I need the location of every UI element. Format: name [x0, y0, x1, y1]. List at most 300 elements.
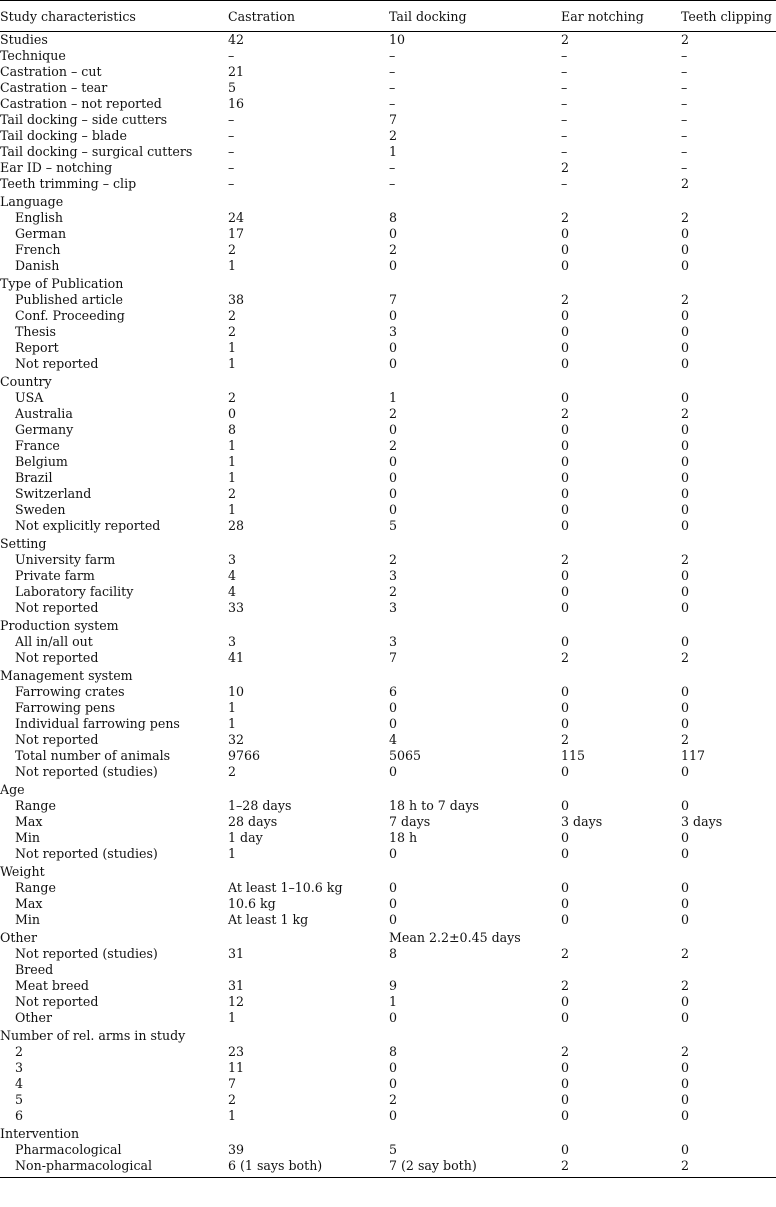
table-row [0, 324, 776, 340]
row-label: All in/all out [15, 634, 93, 649]
table-row [0, 880, 776, 896]
teeth-clipping-cell: 0 [681, 308, 690, 323]
ear-notching-cell: 0 [561, 226, 570, 241]
table-row [0, 552, 776, 568]
teeth-clipping-cell: 0 [681, 600, 690, 615]
section-label: Intervention [0, 1126, 80, 1141]
teeth-clipping-cell: 0 [681, 242, 690, 257]
teeth-clipping-cell [681, 928, 776, 946]
castration-cell: 1 [228, 470, 237, 485]
ear-notching-cell: 0 [561, 716, 570, 731]
tail-docking-cell: 0 [389, 1076, 398, 1091]
row-label: French [15, 242, 61, 257]
teeth-clipping-cell: 0 [681, 470, 690, 485]
row-label: USA [15, 390, 44, 405]
table-row [0, 356, 776, 372]
castration-cell: 3 [228, 552, 237, 567]
tail-docking-cell: 0 [389, 454, 398, 469]
teeth-clipping-cell: 0 [681, 700, 690, 715]
tail-docking-cell: 10 [389, 32, 406, 47]
teeth-clipping-cell: 0 [681, 830, 690, 845]
row-label: Max [15, 814, 43, 829]
table-row [0, 978, 776, 994]
table-row [0, 372, 776, 390]
table-row [0, 192, 776, 210]
ear-notching-cell: 0 [561, 994, 570, 1009]
row-label: Min [15, 830, 41, 845]
ear-notching-cell: 0 [561, 568, 570, 583]
tail-docking-cell: Mean 2.2±0.45 days [389, 930, 521, 945]
ear-notching-cell [561, 616, 681, 634]
castration-cell: 23 [228, 1044, 245, 1059]
table-row [0, 422, 776, 438]
teeth-clipping-cell [681, 962, 776, 978]
row-label: 3 [15, 1060, 24, 1075]
tail-docking-cell: 8 [389, 210, 398, 225]
teeth-clipping-cell [681, 534, 776, 552]
teeth-clipping-cell: 2 [681, 946, 690, 961]
teeth-clipping-cell: 0 [681, 716, 690, 731]
ear-notching-cell [561, 1124, 681, 1142]
tail-docking-cell: 0 [389, 470, 398, 485]
teeth-clipping-cell: 0 [681, 324, 690, 339]
table-row [0, 1044, 776, 1060]
ear-notching-cell: 0 [561, 1108, 570, 1123]
ear-notching-cell: 0 [561, 242, 570, 257]
table-row [0, 830, 776, 846]
teeth-clipping-cell: 2 [681, 292, 690, 307]
section-label: Age [0, 782, 25, 797]
teeth-clipping-cell: 0 [681, 1076, 690, 1091]
row-label: Report [15, 340, 59, 355]
row-label: Max [15, 896, 43, 911]
teeth-clipping-cell [681, 1124, 776, 1142]
tail-docking-cell: 18 h [389, 830, 418, 845]
castration-cell: 9766 [228, 748, 261, 763]
section-label: Castration – not reported [0, 96, 162, 111]
teeth-clipping-cell: 2 [681, 210, 690, 225]
tail-docking-cell: – [389, 80, 396, 95]
ear-notching-cell: 0 [561, 1076, 570, 1091]
ear-notching-cell: 2 [561, 978, 570, 993]
table-row [0, 486, 776, 502]
table-row [0, 634, 776, 650]
tail-docking-cell: – [389, 176, 396, 191]
tail-docking-cell: 0 [389, 340, 398, 355]
castration-cell: 2 [228, 764, 237, 779]
table-row [0, 470, 776, 486]
tail-docking-cell: 2 [389, 406, 398, 421]
castration-cell: 41 [228, 650, 245, 665]
table-row [0, 308, 776, 324]
row-label: Germany [15, 422, 74, 437]
table-row [0, 928, 776, 946]
teeth-clipping-cell: 0 [681, 912, 690, 927]
teeth-clipping-cell: 0 [681, 568, 690, 583]
teeth-clipping-cell: – [681, 112, 688, 127]
teeth-clipping-cell: 0 [681, 438, 690, 453]
tail-docking-cell: 1 [389, 994, 398, 1009]
teeth-clipping-cell: 0 [681, 634, 690, 649]
ear-notching-cell [561, 962, 681, 978]
tail-docking-cell: 8 [389, 1044, 398, 1059]
header-ear-notching: Ear notching [561, 1, 681, 32]
castration-cell: 38 [228, 292, 245, 307]
teeth-clipping-cell: 0 [681, 1010, 690, 1025]
ear-notching-cell: 0 [561, 912, 570, 927]
teeth-clipping-cell: 0 [681, 258, 690, 273]
table-row [0, 798, 776, 814]
teeth-clipping-cell: 2 [681, 552, 690, 567]
row-label: Total number of animals [15, 748, 171, 763]
tail-docking-cell: 0 [389, 846, 398, 861]
castration-cell: – [228, 128, 235, 143]
ear-notching-cell: 0 [561, 454, 570, 469]
teeth-clipping-cell: – [681, 160, 688, 175]
castration-cell: 7 [228, 1076, 237, 1091]
tail-docking-cell [389, 616, 561, 634]
row-label: Range [15, 798, 56, 813]
ear-notching-cell [561, 928, 681, 946]
table-row [0, 32, 776, 49]
table-row [0, 1060, 776, 1076]
table-row [0, 64, 776, 80]
castration-cell: 11 [228, 1060, 245, 1075]
castration-cell: 33 [228, 600, 245, 615]
tail-docking-cell: 0 [389, 502, 398, 517]
row-label: Conf. Proceeding [15, 308, 125, 323]
table-row [0, 568, 776, 584]
table-row [0, 896, 776, 912]
teeth-clipping-cell: 0 [681, 1092, 690, 1107]
row-label: Danish [15, 258, 60, 273]
table-row [0, 226, 776, 242]
tail-docking-cell: – [389, 48, 396, 63]
table-row [0, 666, 776, 684]
section-label: Ear ID – notching [0, 160, 113, 175]
teeth-clipping-cell: 0 [681, 390, 690, 405]
castration-cell: 3 [228, 634, 237, 649]
table-row [0, 390, 776, 406]
tail-docking-cell: 0 [389, 308, 398, 323]
teeth-clipping-cell [681, 616, 776, 634]
table-row [0, 994, 776, 1010]
castration-cell: 42 [228, 32, 245, 47]
tail-docking-cell: 0 [389, 422, 398, 437]
ear-notching-cell: 0 [561, 422, 570, 437]
tail-docking-cell: – [389, 160, 396, 175]
teeth-clipping-cell: 2 [681, 406, 690, 421]
table-row [0, 1108, 776, 1124]
ear-notching-cell: 0 [561, 764, 570, 779]
table-row [0, 700, 776, 716]
ear-notching-cell: 0 [561, 846, 570, 861]
teeth-clipping-cell: 117 [681, 748, 706, 763]
section-label: Other [0, 930, 37, 945]
teeth-clipping-cell: 2 [681, 650, 690, 665]
ear-notching-cell: 0 [561, 340, 570, 355]
header-castration: Castration [228, 1, 389, 32]
tail-docking-cell: 2 [389, 552, 398, 567]
table-row [0, 716, 776, 732]
row-label: Belgium [15, 454, 68, 469]
tail-docking-cell: 0 [389, 486, 398, 501]
section-label: Castration – tear [0, 80, 108, 95]
castration-cell: – [228, 112, 235, 127]
castration-cell: 1 [228, 258, 237, 273]
table-row [0, 1142, 776, 1158]
table-row [0, 502, 776, 518]
ear-notching-cell [561, 372, 681, 390]
section-label: Tail docking – blade [0, 128, 127, 143]
castration-cell: 10.6 kg [228, 896, 276, 911]
castration-cell [228, 1124, 389, 1142]
teeth-clipping-cell: 0 [681, 684, 690, 699]
table-body [0, 32, 776, 1178]
section-label: Technique [0, 48, 66, 63]
table-row [0, 780, 776, 798]
section-label: Country [0, 374, 52, 389]
ear-notching-cell [561, 780, 681, 798]
castration-cell: 28 [228, 518, 245, 533]
table-row [0, 862, 776, 880]
table-row [0, 292, 776, 308]
teeth-clipping-cell [681, 1026, 776, 1044]
teeth-clipping-cell [681, 192, 776, 210]
table-row [0, 80, 776, 96]
tail-docking-cell: 4 [389, 732, 398, 747]
ear-notching-cell: 115 [561, 748, 586, 763]
table-row [0, 242, 776, 258]
table-row [0, 438, 776, 454]
tail-docking-cell: 1 [389, 144, 398, 159]
castration-cell: 17 [228, 226, 245, 241]
ear-notching-cell: 2 [561, 406, 570, 421]
row-label: German [15, 226, 67, 241]
tail-docking-cell: 2 [389, 242, 398, 257]
tail-docking-cell: 5 [389, 1142, 398, 1157]
row-label: Other [15, 1010, 52, 1025]
castration-cell [228, 1026, 389, 1044]
tail-docking-cell [389, 666, 561, 684]
table-row [0, 814, 776, 830]
table-row [0, 112, 776, 128]
castration-cell [228, 274, 389, 292]
teeth-clipping-cell: 2 [681, 978, 690, 993]
teeth-clipping-cell: 0 [681, 880, 690, 895]
row-label: Thesis [15, 324, 56, 339]
teeth-clipping-cell: – [681, 48, 688, 63]
castration-cell: 12 [228, 994, 245, 1009]
table-row [0, 1026, 776, 1044]
castration-cell: 1–28 days [228, 798, 292, 813]
row-label: Non-pharmacological [0, 1158, 228, 1178]
ear-notching-cell: – [561, 96, 568, 111]
teeth-clipping-cell: 0 [681, 226, 690, 241]
castration-cell: 1 [228, 1010, 237, 1025]
section-label: Teeth trimming – clip [0, 176, 137, 191]
castration-cell: 31 [228, 978, 245, 993]
castration-cell: 5 [228, 80, 237, 95]
castration-cell: 6 (1 says both) [228, 1158, 389, 1178]
ear-notching-cell: 0 [561, 684, 570, 699]
teeth-clipping-cell: – [681, 80, 688, 95]
castration-cell: 1 day [228, 830, 263, 845]
table-row [0, 846, 776, 862]
table-row [0, 764, 776, 780]
castration-cell: 4 [228, 584, 237, 599]
castration-cell [228, 372, 389, 390]
teeth-clipping-cell [681, 862, 776, 880]
ear-notching-cell: 0 [561, 634, 570, 649]
row-label: Not reported [15, 356, 99, 371]
tail-docking-cell: 0 [389, 356, 398, 371]
ear-notching-cell [561, 666, 681, 684]
tail-docking-cell: 6 [389, 684, 398, 699]
teeth-clipping-cell: – [681, 144, 688, 159]
header-row [0, 1, 776, 32]
teeth-clipping-cell: 0 [681, 340, 690, 355]
table-row [0, 1092, 776, 1108]
teeth-clipping-cell: 0 [681, 1060, 690, 1075]
table-row [0, 160, 776, 176]
teeth-clipping-cell: 0 [681, 502, 690, 517]
tail-docking-cell: 2 [389, 438, 398, 453]
castration-cell: At least 1–10.6 kg [228, 880, 343, 895]
castration-cell: 1 [228, 340, 237, 355]
section-label: Management system [0, 668, 133, 683]
section-label: Weight [0, 864, 45, 879]
castration-cell: 0 [228, 406, 237, 421]
castration-cell: 1 [228, 1108, 237, 1123]
row-label: Laboratory facility [15, 584, 134, 599]
tail-docking-cell: 7 [389, 292, 398, 307]
row-label: Pharmacological [15, 1142, 122, 1157]
ear-notching-cell: 2 [561, 732, 570, 747]
ear-notching-cell: 3 days [561, 814, 603, 829]
table-row [0, 584, 776, 600]
teeth-clipping-cell: 3 days [681, 814, 723, 829]
castration-cell [228, 780, 389, 798]
castration-cell: 31 [228, 946, 245, 961]
tail-docking-cell: 5 [389, 518, 398, 533]
row-label: Breed [15, 962, 54, 977]
row-label: Brazil [15, 470, 53, 485]
row-label: Not reported (studies) [15, 946, 158, 961]
row-label: 6 [15, 1108, 24, 1123]
tail-docking-cell: 0 [389, 1060, 398, 1075]
table-row [0, 946, 776, 962]
ear-notching-cell: 0 [561, 324, 570, 339]
row-label: Not reported [15, 650, 99, 665]
ear-notching-cell: 0 [561, 308, 570, 323]
row-label: English [15, 210, 63, 225]
ear-notching-cell: 0 [561, 700, 570, 715]
castration-cell: 21 [228, 64, 245, 79]
ear-notching-cell: 0 [561, 1092, 570, 1107]
section-label: Castration – cut [0, 64, 102, 79]
ear-notching-cell: 0 [561, 470, 570, 485]
castration-cell: 8 [228, 422, 237, 437]
section-label: Tail docking – surgical cutters [0, 144, 193, 159]
castration-cell: 2 [228, 486, 237, 501]
tail-docking-cell: 2 [389, 1092, 398, 1107]
castration-cell: 1 [228, 454, 237, 469]
table-row [0, 454, 776, 470]
tail-docking-cell: 7 days [389, 814, 431, 829]
section-label: Setting [0, 536, 47, 551]
table-row [0, 534, 776, 552]
ear-notching-cell: 0 [561, 830, 570, 845]
castration-cell [228, 962, 389, 978]
table-row [0, 274, 776, 292]
teeth-clipping-cell [681, 372, 776, 390]
ear-notching-cell: – [561, 112, 568, 127]
castration-cell [228, 666, 389, 684]
ear-notching-cell: 0 [561, 518, 570, 533]
row-label: 4 [15, 1076, 24, 1091]
row-label: Switzerland [15, 486, 92, 501]
row-label: Australia [15, 406, 73, 421]
row-label: Sweden [15, 502, 66, 517]
row-label: Individual farrowing pens [15, 716, 180, 731]
teeth-clipping-cell: 2 [681, 1044, 690, 1059]
tail-docking-cell: 18 h to 7 days [389, 798, 479, 813]
tail-docking-cell: 3 [389, 324, 398, 339]
table-row [0, 340, 776, 356]
table-row [0, 48, 776, 64]
teeth-clipping-cell [681, 666, 776, 684]
castration-cell: 2 [228, 308, 237, 323]
castration-cell: 16 [228, 96, 245, 111]
table-row [0, 518, 776, 534]
section-label: Type of Publication [0, 276, 124, 291]
ear-notching-cell: 0 [561, 502, 570, 517]
tail-docking-cell: 7 (2 say both) [389, 1158, 561, 1178]
castration-cell: – [228, 144, 235, 159]
section-label: Production system [0, 618, 119, 633]
ear-notching-cell [561, 274, 681, 292]
ear-notching-cell: – [561, 128, 568, 143]
tail-docking-cell [389, 1124, 561, 1142]
row-label: 5 [15, 1092, 24, 1107]
table-row [0, 684, 776, 700]
tail-docking-cell: 3 [389, 634, 398, 649]
teeth-clipping-cell: 2 [681, 1158, 776, 1178]
table-row [0, 1010, 776, 1026]
castration-cell: 1 [228, 846, 237, 861]
tail-docking-cell: 0 [389, 258, 398, 273]
ear-notching-cell: 0 [561, 438, 570, 453]
castration-cell: 4 [228, 568, 237, 583]
teeth-clipping-cell: 2 [681, 732, 690, 747]
teeth-clipping-cell: 0 [681, 518, 690, 533]
tail-docking-cell: 0 [389, 1108, 398, 1123]
teeth-clipping-cell: 0 [681, 846, 690, 861]
ear-notching-cell [561, 1026, 681, 1044]
header-tail-docking: Tail docking [389, 1, 561, 32]
ear-notching-cell: – [561, 144, 568, 159]
castration-cell: – [228, 160, 235, 175]
teeth-clipping-cell: – [681, 96, 688, 111]
tail-docking-cell: 3 [389, 600, 398, 615]
table-row [0, 616, 776, 634]
tail-docking-cell: – [389, 64, 396, 79]
castration-cell [228, 616, 389, 634]
teeth-clipping-cell: 0 [681, 486, 690, 501]
tail-docking-cell: 3 [389, 568, 398, 583]
castration-cell: 2 [228, 390, 237, 405]
